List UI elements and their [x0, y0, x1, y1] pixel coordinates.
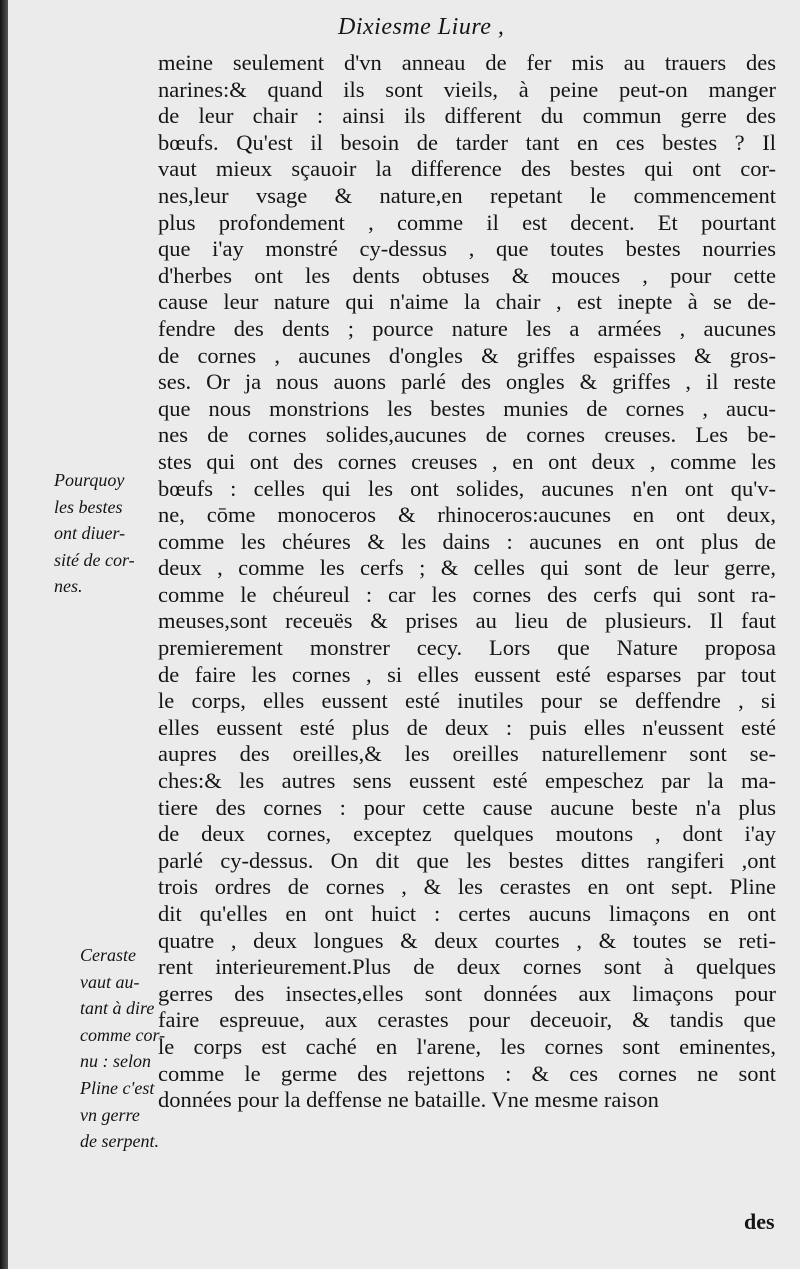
text-line: comme les chéures & les dains : aucunes en ont plus de [158, 528, 776, 554]
catchword: des [744, 1209, 775, 1234]
margin-line: Pline c'est [80, 1077, 155, 1098]
text-line: meuses,sont receuës & prises au lieu de plusieurs. Il faut [158, 608, 776, 634]
text-line: le corps est caché en l'arene, les cornes sont eminentes, [158, 1033, 776, 1059]
text-line: le corps, elles eussent esté inutiles pour se deffendre , si [158, 688, 776, 714]
text-line: de cornes , aucunes d'ongles & griffes espaisses & gros- [158, 342, 776, 368]
text-line: tiere des cornes : pour cette cause aucune beste n'a plus [158, 794, 776, 820]
text-line: elles eussent esté plus de deux : puis elles n'eussent esté [158, 714, 776, 740]
text-line: de faire les cornes , si elles eussent esté esparses par tout [158, 661, 776, 687]
text-line: bœufs. Qu'est il besoin de tarder tant en ces bestes ? Il [158, 129, 776, 155]
margin-line: ont diuer- [54, 523, 126, 544]
text-line: trois ordres de cornes , & les cerastes en ont sept. Pline [158, 874, 776, 900]
main-text-block [158, 50, 776, 1114]
margin-line: les bestes [54, 496, 123, 517]
text-line: de deux cornes, exceptez quelques moutons , dont i'ay [158, 821, 776, 847]
margin-line: vaut au- [80, 971, 140, 992]
text-line: que i'ay monstré cy-dessus , que toutes bestes nourries [158, 236, 776, 262]
text-line: ne, cōme monoceros & rhinoceros:aucunes en ont deux, [158, 502, 776, 528]
text-line: premierement monstrer cecy. Lors que Nature proposa [158, 635, 776, 661]
margin-line: comme cor- [80, 1024, 166, 1045]
margin-line: nes. [54, 576, 83, 597]
text-line: parlé cy-dessus. On dit que les bestes dittes rangiferi ,ont [158, 847, 776, 873]
margin-line: de serpent. [80, 1131, 159, 1152]
text-line: deux , comme les cerfs ; & celles qui sont de leur gerre, [158, 555, 776, 581]
text-line: meine seulement d'vn anneau de fer mis au trauers des [158, 50, 776, 75]
text-line: comme le germe des rejettons : & ces cornes ne sont [158, 1060, 776, 1086]
text-line: stes qui ont des cornes creuses , en ont deux , comme les [158, 448, 776, 474]
text-line: ches:& les autres sens eussent esté empeschez par la ma- [158, 768, 776, 794]
running-head: Dixiesme Liure , [338, 14, 505, 40]
margin-line: sité de cor- [54, 549, 135, 570]
page-gutter [0, 0, 8, 1269]
text-line: aupres des oreilles,& les oreilles naturellemenr sont se- [158, 741, 776, 767]
text-line: nes,leur vsage & nature,en repetant le commencement [158, 182, 776, 208]
text-line: narines:& quand ils sont vieils, à peine peut-on manger [158, 76, 776, 102]
text-line: cause leur nature qui n'aime la chair , est inepte à se de- [158, 289, 776, 315]
text-line: fendre des dents ; pource nature les a armées , aucunes [158, 315, 776, 341]
margin-line: tant à dire [80, 998, 155, 1019]
text-line: ses. Or ja nous auons parlé des ongles & griffes , il reste [158, 369, 776, 395]
text-line: nes de cornes solides,aucunes de cornes creuses. Les be- [158, 422, 776, 448]
text-line: quatre , deux longues & deux courtes , & toutes se reti- [158, 927, 776, 953]
margin-line: vn gerre [80, 1104, 140, 1125]
text-line: faire espreuue, aux cerastes pour deceuoir, & tandis que [158, 1007, 776, 1033]
text-line: vaut mieux sçauoir la difference des bestes qui ont cor- [158, 156, 776, 182]
text-line: dit qu'elles en ont huict : certes aucuns limaçons en ont [158, 901, 776, 926]
text-line: d'herbes ont les dents obtuses & mouces , pour cette [158, 262, 776, 288]
book-page [8, 0, 800, 1269]
text-line: rent interieurement.Plus de deux cornes sont à quelques [158, 954, 776, 980]
text-line: données pour la deffense ne bataille. Vne mesme raison [158, 1087, 659, 1113]
margin-note-horns [54, 467, 135, 600]
text-line: plus profondement , comme il est decent. Et pourtant [158, 209, 776, 235]
margin-line: nu : selon [80, 1051, 151, 1072]
margin-line: Ceraste [80, 945, 136, 965]
margin-line: Pourquoy [54, 470, 125, 490]
text-line: comme le chéureul : car les cornes des cerfs qui sont ra- [158, 581, 776, 607]
margin-note-ceraste [80, 942, 165, 1155]
text-line: de leur chair : ainsi ils different du commun gerre des [158, 103, 776, 129]
text-line: bœufs : celles qui les ont solides, aucunes n'en ont qu'v- [158, 475, 776, 501]
text-line: que nous monstrions les bestes munies de cornes , aucu- [158, 395, 776, 421]
text-line: gerres des insectes,elles sont données aux limaçons pour [158, 980, 776, 1006]
